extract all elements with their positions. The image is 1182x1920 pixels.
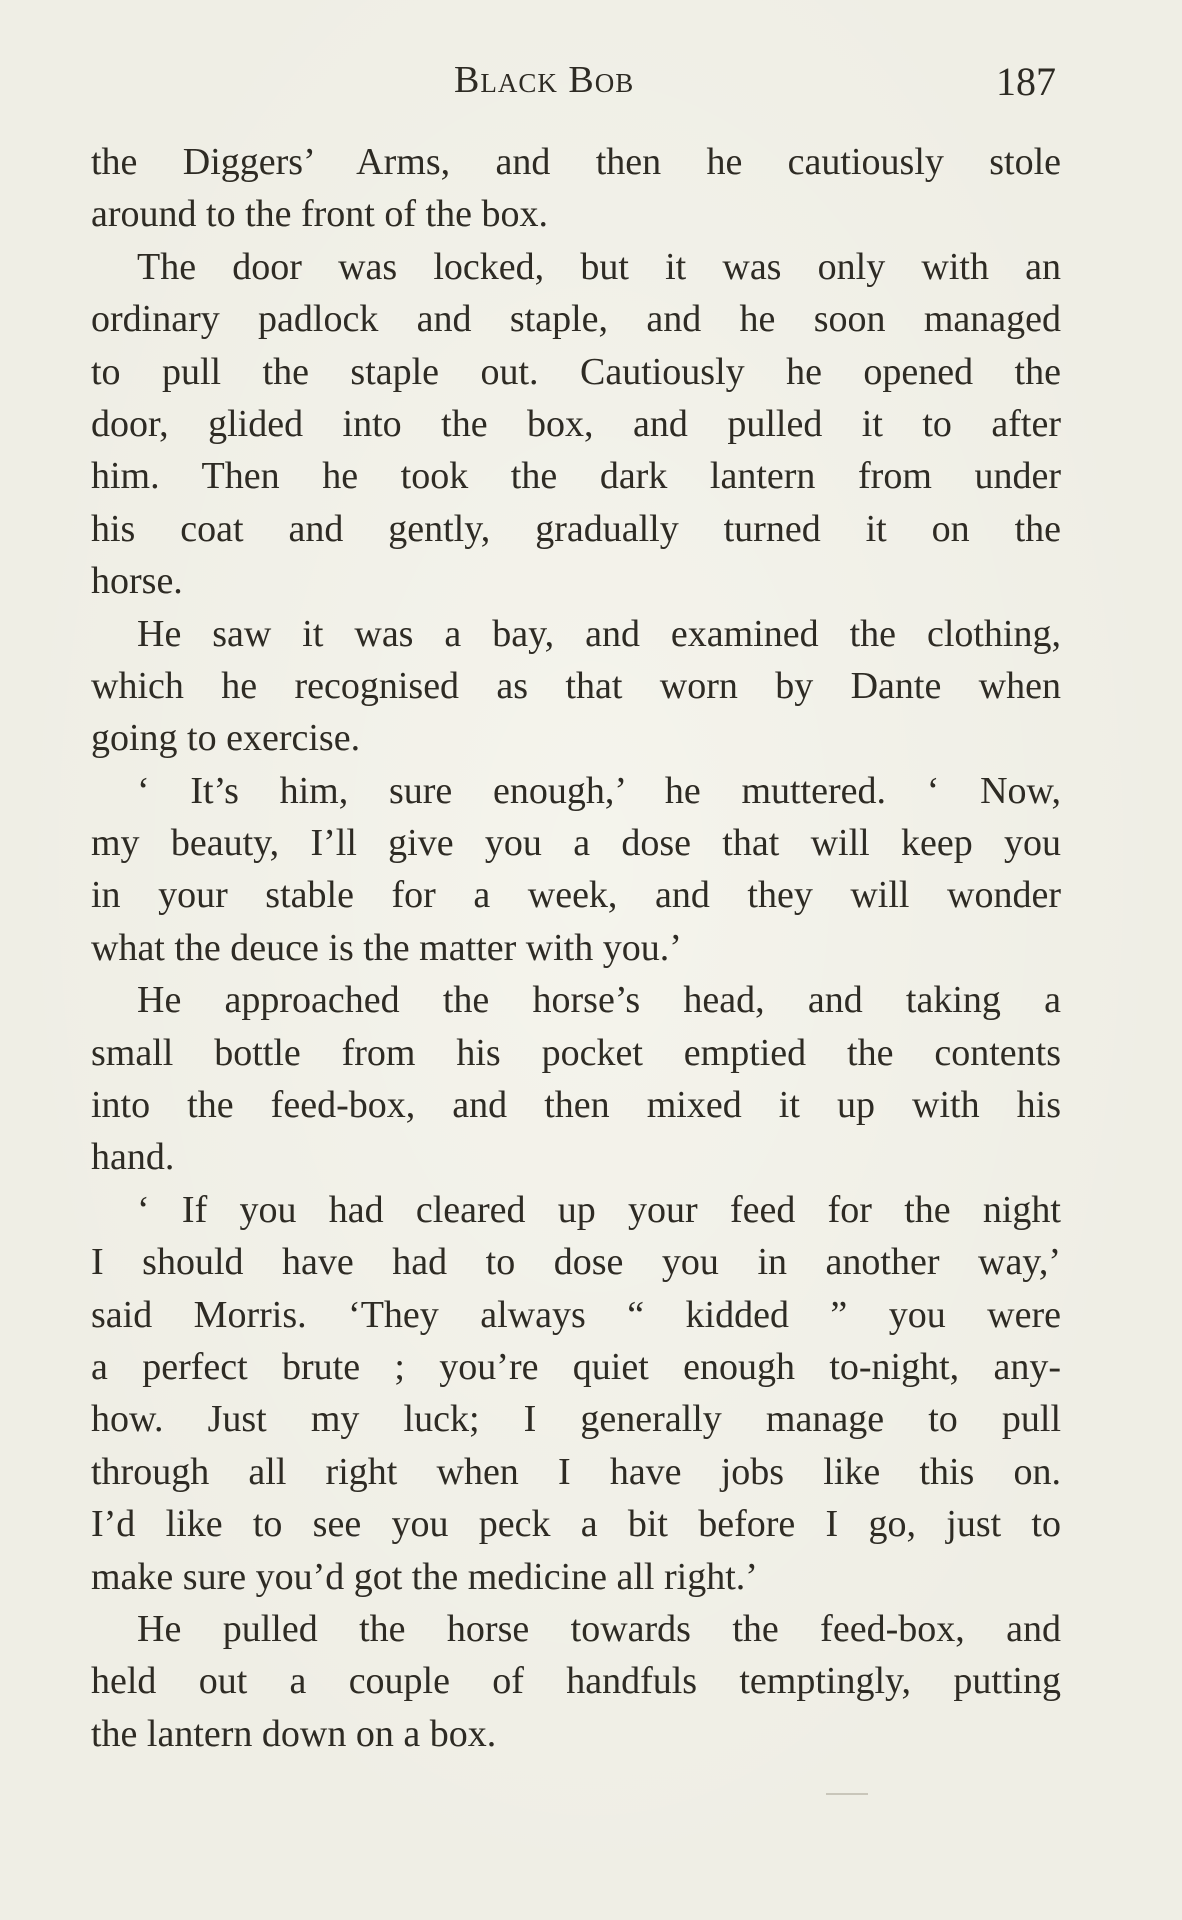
text-line: He approached the horse’s head, and taking a [137, 979, 1061, 1022]
text-line: a perfect brute ; you’re quiet enough to-night, any- [91, 1345, 1061, 1388]
footer-rule [826, 1793, 868, 1795]
running-head [0, 58, 1182, 108]
text-line: ordinary padlock and staple, and he soon managed [91, 298, 1061, 341]
text-line: going to exercise. [91, 717, 361, 760]
text-line: ‘ It’s him, sure enough,’ he muttered. ‘ Now, [137, 769, 1061, 812]
text-line: through all right when I have jobs like this on. [91, 1450, 1061, 1493]
text-line: into the feed-box, and then mixed it up with his [91, 1084, 1061, 1127]
page-number: 187 [996, 59, 1056, 104]
text-line: the Diggers’ Arms, and then he cautiously stole [91, 141, 1061, 183]
running-title: Black Bob [454, 59, 635, 101]
text-line: in your stable for a week, and they will wonder [91, 874, 1061, 917]
text-line: the lantern down on a box. [91, 1712, 497, 1755]
text-line: I’d like to see you peck a bit before I go, just to [91, 1503, 1061, 1546]
text-line: his coat and gently, gradually turned it on the [91, 507, 1061, 550]
text-line: He saw it was a bay, and examined the clothing, [137, 612, 1061, 655]
text-line: hand. [91, 1136, 175, 1179]
text-line: ‘ If you had cleared up your feed for the night [137, 1188, 1061, 1231]
text-line: to pull the staple out. Cautiously he opened the [91, 350, 1061, 393]
body-text [91, 136, 1061, 1760]
text-line: which he recognised as that worn by Dante when [91, 664, 1061, 707]
text-line: small bottle from his pocket emptied the contents [91, 1031, 1061, 1074]
text-line: what the deuce is the matter with you.’ [91, 926, 682, 969]
text-line: The door was locked, but it was only with an [137, 245, 1061, 288]
text-line: around to the front of the box. [91, 193, 548, 236]
text-line: He pulled the horse towards the feed-box, and [137, 1607, 1061, 1650]
text-line: horse. [91, 560, 183, 603]
text-line: door, glided into the box, and pulled it to after [91, 402, 1061, 445]
text-line: him. Then he took the dark lantern from under [91, 455, 1061, 498]
text-line: make sure you’d got the medicine all right.’ [91, 1555, 758, 1598]
text-line: held out a couple of handfuls temptingly, putting [91, 1660, 1061, 1703]
text-line: my beauty, I’ll give you a dose that will keep you [91, 822, 1061, 865]
text-line: how. Just my luck; I generally manage to pull [91, 1398, 1061, 1441]
text-line: I should have had to dose you in another way,’ [91, 1241, 1061, 1284]
text-line: said Morris. ‘They always “ kidded ” you were [91, 1293, 1061, 1336]
